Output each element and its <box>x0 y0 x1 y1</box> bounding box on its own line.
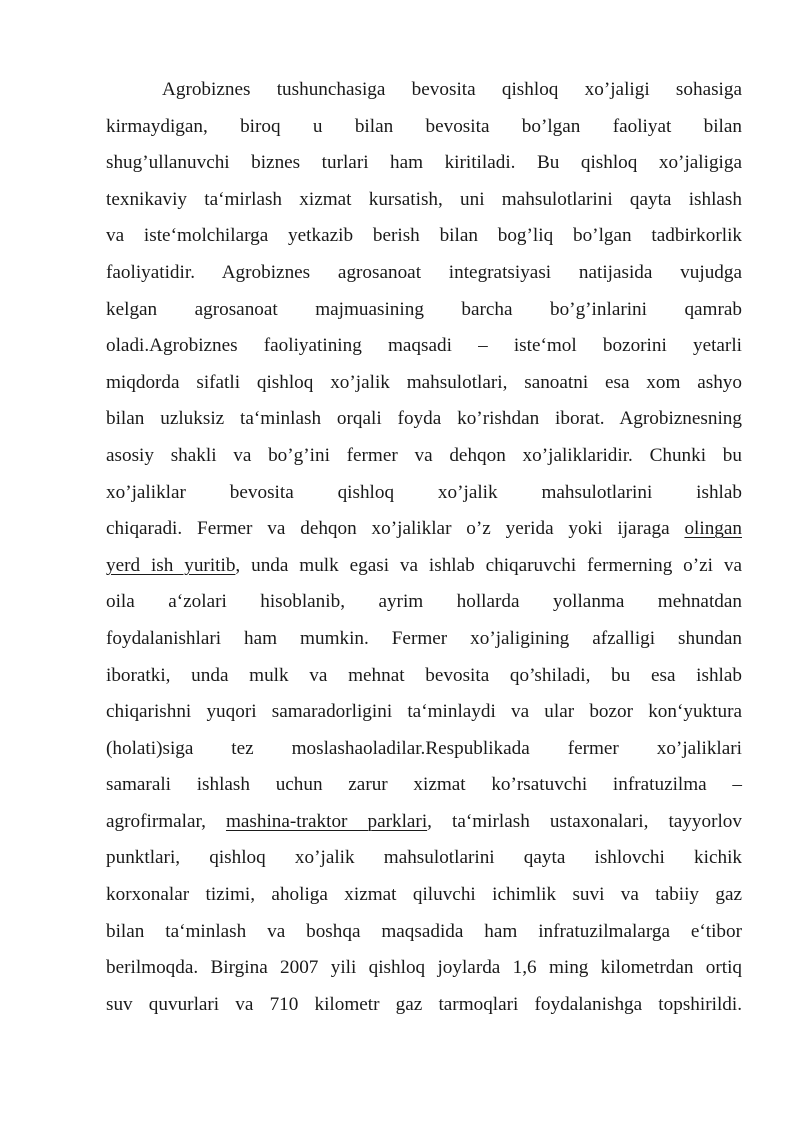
text-line: xo’jaliklar bevosita qishloq xo’jalik mahsulotlarini ishlab <box>106 481 742 503</box>
text-line: miqdorda sifatli qishloq xo’jalik mahsulotlari, sanoatni esa xom ashyo <box>106 371 742 393</box>
text-line: shug’ullanuvchi biznes turlari ham kiritiladi. Bu qishloq xo’jaligiga <box>106 152 742 174</box>
text-line: bilan uzluksiz ta‘minlash orqali foyda ko’rishdan iborat. Agrobiznesning <box>106 408 742 430</box>
underlined-text: yerd ish yuritib <box>106 554 236 576</box>
text-line: samarali ishlash uchun zarur xizmat ko’rsatuvchi infratuzilma – <box>106 774 742 796</box>
text-line: iboratki, unda mulk va mehnat bevosita qo’shiladi, bu esa ishlab <box>106 664 742 686</box>
text-run: agrofirmalar, <box>106 810 226 832</box>
text-line: va iste‘molchilarga yetkazib berish bilan bog’liq bo’lgan tadbirkorlik <box>106 225 742 247</box>
text-line: berilmoqda. Birgina 2007 yili qishloq joylarda 1,6 ming kilometrdan ortiq <box>106 957 742 979</box>
text-line: asosiy shakli va bo’g’ini fermer va dehqon xo’jaliklaridir. Chunki bu <box>106 444 742 466</box>
text-line: bilan ta‘minlash va boshqa maqsadida ham infratuzilmalarga e‘tibor <box>106 920 742 942</box>
underlined-text: mashina-traktor parklari <box>225 810 428 832</box>
text-line: korxonalar tizimi, aholiga xizmat qiluvchi ichimlik suvi va tabiiy gaz <box>106 884 742 906</box>
text-run: chiqaradi. Fermer va dehqon xo’jaliklar o’z yerida yoki ijaraga <box>106 518 685 540</box>
body-text <box>106 72 742 1023</box>
text-line: kelgan agrosanoat majmuasining barcha bo’g’inlarini qamrab <box>106 298 742 320</box>
text-line: faoliyatidir. Agrobiznes agrosanoat integratsiyasi natijasida vujudga <box>106 261 742 283</box>
text-line <box>106 511 742 548</box>
text-line: chiqarishni yuqori samaradorligini ta‘minlaydi va ular bozor kon‘yuktura <box>106 701 742 723</box>
text-line: suv quvurlari va 710 kilometr gaz tarmoqlari foydalanishga topshirildi. <box>106 993 742 1015</box>
text-line: (holati)siga tez moslashaoladilar.Respublikada fermer xo’jaliklari <box>106 737 742 759</box>
text-run: , unda mulk egasi va ishlab chiqaruvchi fermerning o’zi va <box>235 554 743 576</box>
text-line: oila a‘zolari hisoblanib, ayrim hollarda yollanma mehnatdan <box>106 591 742 613</box>
text-line: kirmaydigan, biroq u bilan bevosita bo’lgan faoliyat bilan <box>106 115 742 137</box>
text-line: punktlari, qishloq xo’jalik mahsulotlarini qayta ishlovchi kichik <box>106 847 742 869</box>
text-line: Agrobiznes tushunchasiga bevosita qishloq xo’jaligi sohasiga <box>162 79 742 100</box>
text-line <box>106 804 742 841</box>
text-line: oladi.Agrobiznes faoliyatining maqsadi – iste‘mol bozorini yetarli <box>106 335 742 357</box>
text-line: foydalanishlari ham mumkin. Fermer xo’jaligining afzalligi shundan <box>106 627 742 649</box>
text-line: texnikaviy ta‘mirlash xizmat kursatish, uni mahsulotlarini qayta ishlash <box>106 188 742 210</box>
underlined-text: olingan <box>684 518 742 540</box>
text-line <box>106 548 742 585</box>
text-run: , ta‘mirlash ustaxonalari, tayyorlov <box>427 810 742 832</box>
